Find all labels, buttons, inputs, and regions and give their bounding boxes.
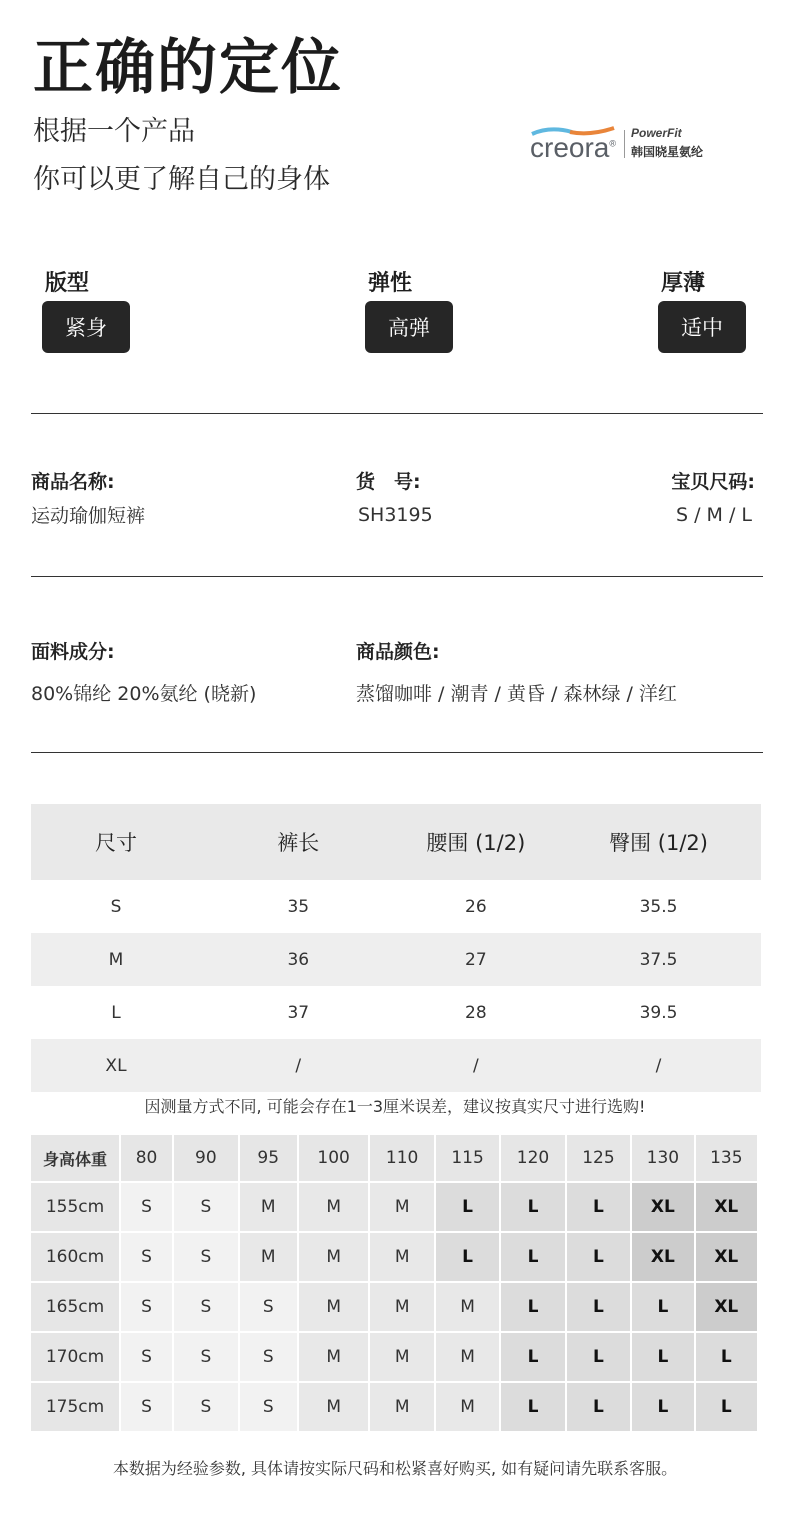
fit-height-label: 170cm <box>31 1333 119 1381</box>
fit-weight-header: 130 <box>632 1135 693 1181</box>
fit-weight-header: 135 <box>696 1135 757 1181</box>
logo-powerfit: PowerFit <box>631 126 682 140</box>
fit-size-cell: L <box>501 1333 564 1381</box>
fit-size-cell: XL <box>632 1233 693 1281</box>
subtitle-line-2: 你可以更了解自己的身体 <box>33 164 330 195</box>
fit-size-cell: S <box>121 1233 172 1281</box>
fit-size-cell: L <box>567 1233 630 1281</box>
size-value: S / M / L <box>676 504 752 526</box>
fit-size-cell: S <box>240 1383 297 1431</box>
attr-stretch-chip: 高弹 <box>365 301 453 353</box>
sku-label: 货 号: <box>356 471 421 493</box>
fit-weight-header: 125 <box>567 1135 630 1181</box>
fit-size-cell: S <box>174 1233 237 1281</box>
size-cell: / <box>396 1039 557 1092</box>
fit-size-cell: L <box>567 1283 630 1331</box>
fit-size-cell: L <box>501 1233 564 1281</box>
fit-size-cell: M <box>299 1283 369 1331</box>
sku-value: SH3195 <box>358 504 433 526</box>
fit-size-cell: XL <box>696 1283 757 1331</box>
fit-size-cell: M <box>299 1183 369 1231</box>
fit-size-cell: XL <box>696 1233 757 1281</box>
size-cell: S <box>110 896 122 917</box>
fabric-value: 80%锦纶 20%氨纶 (晓新) <box>31 683 257 705</box>
measure-note: 因测量方式不同, 可能会存在1一3厘米误差，建议按真实尺寸进行选购! <box>144 1097 646 1116</box>
fit-size-cell: M <box>370 1183 433 1231</box>
fit-weight-header: 115 <box>436 1135 499 1181</box>
attr-fit-label: 版型 <box>45 271 90 296</box>
attr-thickness-label: 厚薄 <box>661 271 706 296</box>
table-row <box>31 1039 761 1092</box>
attr-fit-chip: 紧身 <box>42 301 130 353</box>
fit-size-cell: S <box>121 1383 172 1431</box>
logo-divider <box>624 130 625 158</box>
fit-size-cell: M <box>299 1333 369 1381</box>
fit-table <box>29 1133 759 1433</box>
size-cell: M <box>31 933 201 986</box>
fit-weight-header: 95 <box>240 1135 297 1181</box>
fit-size-cell: S <box>121 1183 172 1231</box>
subtitle-line-1: 根据一个产品 <box>33 116 195 147</box>
fit-size-cell: M <box>299 1383 369 1431</box>
color-value: 蒸馏咖啡 / 潮青 / 黄昏 / 森林绿 / 洋红 <box>356 683 677 705</box>
fit-weight-header: 90 <box>174 1135 237 1181</box>
fit-height-label: 175cm <box>31 1383 119 1431</box>
fit-size-cell: M <box>370 1233 433 1281</box>
reference-note: 本数据为经验参数, 具体请按实际尺码和松紧喜好购买, 如有疑问请先联系客服。 <box>112 1459 678 1478</box>
size-cell: 37 <box>287 1002 310 1023</box>
fit-size-cell: L <box>696 1333 757 1381</box>
table-row <box>31 1283 757 1331</box>
size-table-head-cell: 裤长 <box>201 804 396 880</box>
fit-size-cell: M <box>240 1233 297 1281</box>
size-cell: 39.5 <box>639 1002 678 1023</box>
size-cell: XL <box>31 1039 201 1092</box>
fit-weight-header: 80 <box>121 1135 172 1181</box>
size-table <box>31 804 761 1092</box>
fit-corner: 身高体重 <box>31 1135 119 1181</box>
fit-size-cell: S <box>174 1183 237 1231</box>
fit-size-cell: L <box>436 1183 499 1231</box>
fit-size-cell: S <box>174 1333 237 1381</box>
table-row <box>31 1383 757 1431</box>
logo-wordmark: creora® <box>530 132 617 163</box>
page-title: 正确的定位 <box>33 33 343 103</box>
fit-size-cell: L <box>436 1233 499 1281</box>
fit-size-cell: S <box>240 1333 297 1381</box>
fit-size-cell: L <box>567 1333 630 1381</box>
fit-size-cell: L <box>501 1383 564 1431</box>
size-cell: / <box>201 1039 396 1092</box>
fabric-label: 面料成分: <box>31 641 115 663</box>
fit-size-cell: M <box>370 1283 433 1331</box>
size-cell: 37.5 <box>556 933 761 986</box>
fit-size-cell: XL <box>632 1183 693 1231</box>
size-cell: 26 <box>465 896 487 917</box>
fit-size-cell: M <box>299 1233 369 1281</box>
fit-height-label: 160cm <box>31 1233 119 1281</box>
table-row <box>31 1183 757 1231</box>
fit-size-cell: M <box>370 1333 433 1381</box>
size-cell: 27 <box>396 933 557 986</box>
table-row <box>31 933 761 986</box>
logo-cn-text: 韩国晓星氨纶 <box>631 145 704 159</box>
fit-size-cell: M <box>370 1383 433 1431</box>
size-cell: 35.5 <box>639 896 678 917</box>
size-cell: 35 <box>287 896 310 917</box>
fit-size-cell: XL <box>696 1183 757 1231</box>
size-cell: 36 <box>201 933 396 986</box>
size-cell: / <box>556 1039 761 1092</box>
fit-size-cell: L <box>696 1383 757 1431</box>
fit-height-label: 165cm <box>31 1283 119 1331</box>
attr-stretch-label: 弹性 <box>368 271 413 296</box>
fit-size-cell: L <box>501 1283 564 1331</box>
table-row <box>31 986 761 1039</box>
fit-size-cell: M <box>436 1333 499 1381</box>
fit-weight-header: 100 <box>299 1135 369 1181</box>
size-table-head-cell: 腰围 (1/2) <box>396 804 557 880</box>
product-name-label: 商品名称: <box>31 471 115 493</box>
divider <box>31 576 763 577</box>
fit-size-cell: S <box>240 1283 297 1331</box>
fit-size-cell: L <box>501 1183 564 1231</box>
fit-size-cell: M <box>436 1383 499 1431</box>
table-row <box>31 880 761 933</box>
fit-size-cell: S <box>121 1333 172 1381</box>
product-name-value: 运动瑜伽短裤 <box>31 505 146 527</box>
fit-size-cell: L <box>567 1383 630 1431</box>
divider <box>31 752 763 753</box>
fit-size-cell: S <box>174 1283 237 1331</box>
fit-size-cell: S <box>174 1383 237 1431</box>
fit-table-header <box>31 1135 757 1181</box>
attr-thickness-chip: 适中 <box>658 301 746 353</box>
size-table-head-cell: 臀围 (1/2) <box>556 804 761 880</box>
table-row <box>31 1233 757 1281</box>
fit-size-cell: M <box>436 1283 499 1331</box>
fit-size-cell: L <box>567 1183 630 1231</box>
fit-size-cell: S <box>121 1283 172 1331</box>
divider <box>31 413 763 414</box>
table-row <box>31 1333 757 1381</box>
fit-size-cell: L <box>632 1383 693 1431</box>
fit-weight-header: 120 <box>501 1135 564 1181</box>
size-cell: 28 <box>465 1002 487 1023</box>
fit-height-label: 155cm <box>31 1183 119 1231</box>
creora-logo <box>530 126 730 162</box>
size-table-header <box>31 804 761 880</box>
size-cell: L <box>111 1002 121 1023</box>
size-label: 宝贝尺码: <box>671 471 755 493</box>
fit-size-cell: L <box>632 1283 693 1331</box>
fit-size-cell: M <box>240 1183 297 1231</box>
fit-size-cell: L <box>632 1333 693 1381</box>
fit-weight-header: 110 <box>370 1135 433 1181</box>
size-table-head-cell: 尺寸 <box>31 804 201 880</box>
color-label: 商品颜色: <box>356 641 440 663</box>
